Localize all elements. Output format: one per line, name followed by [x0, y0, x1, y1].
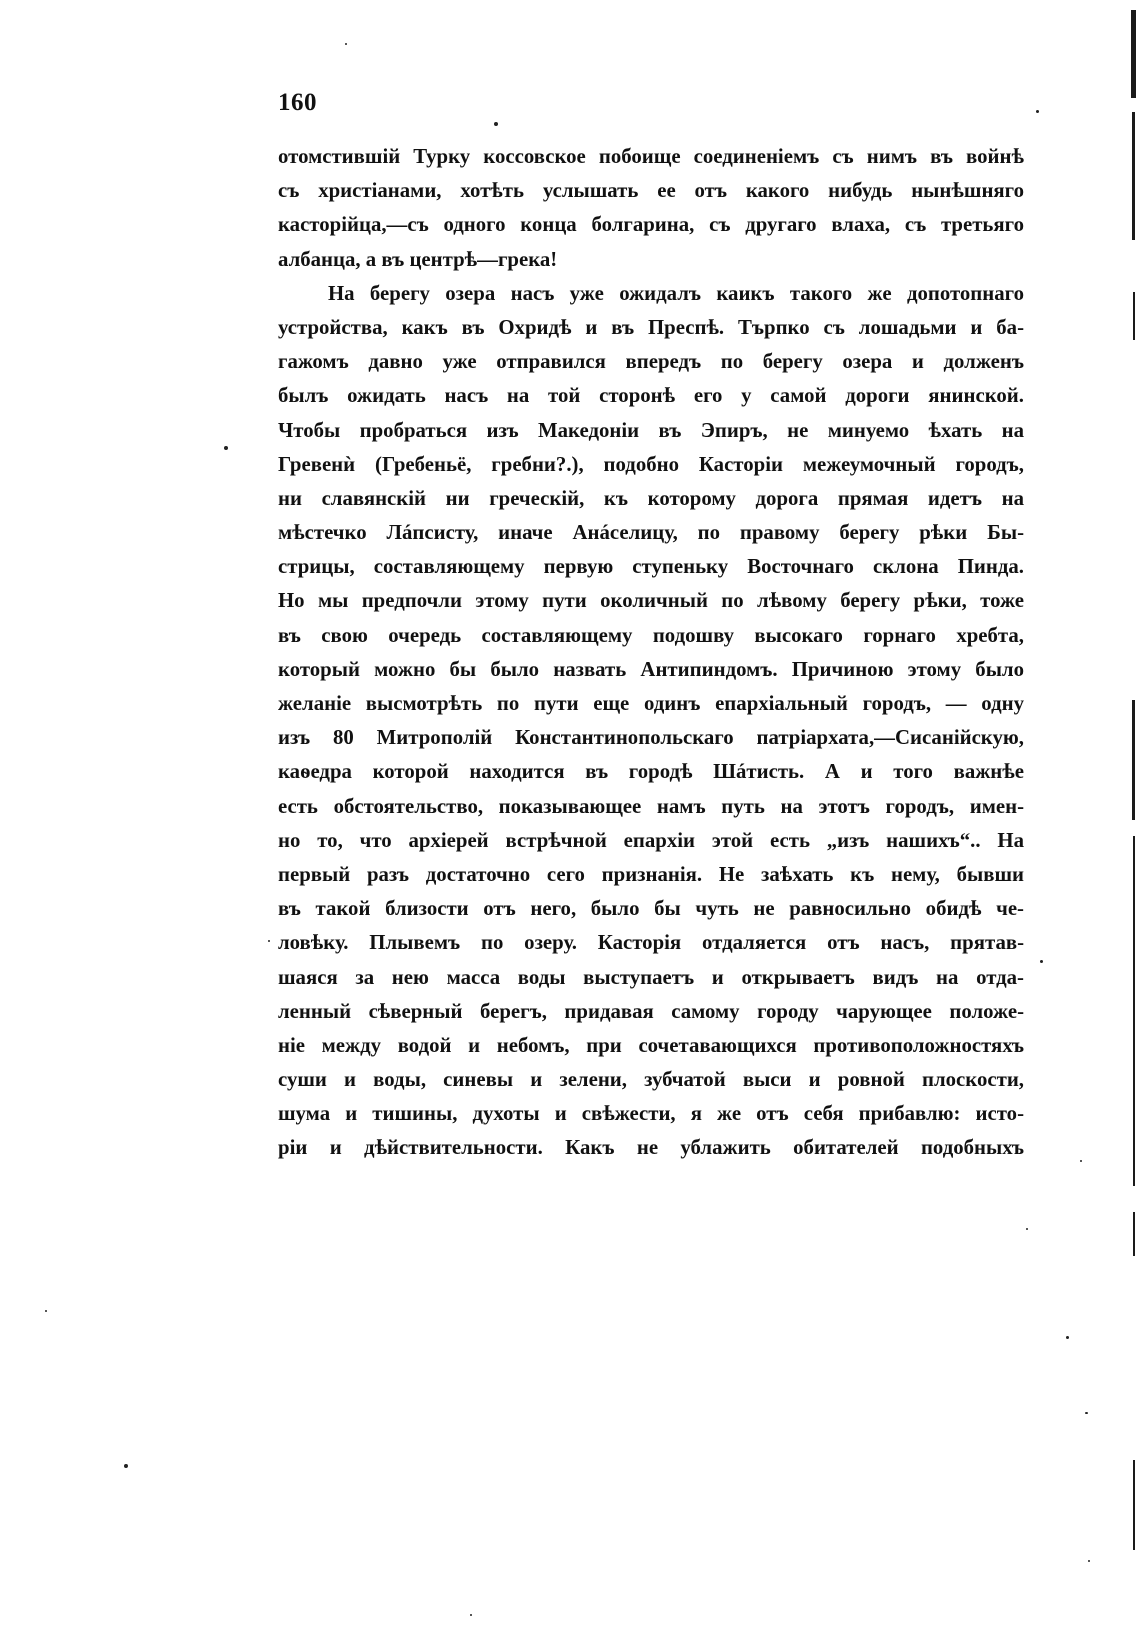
scan-speck — [1036, 110, 1039, 113]
text-line: Но мы предпочли этому пути околичный по лѣвому берегу рѣки, тоже — [278, 589, 1024, 613]
scan-speck — [1026, 1228, 1028, 1230]
text-line: касторійца,—съ одного конца болгарина, съ другаго влаха, съ третьяго — [278, 213, 1024, 237]
scan-edge-mark — [1132, 700, 1135, 820]
text-line: ріи и дѣйствительности. Какъ не ублажить обитателей подобныхъ — [278, 1136, 1024, 1160]
text-line: но то, что архіерей встрѣчной епархіи этой есть „изъ нашихъ“.. На — [278, 828, 1024, 852]
scan-speck — [494, 122, 498, 126]
text-line: есть обстоятельство, показывающее намъ путь на этотъ городъ, имен- — [278, 794, 1024, 818]
scan-edge-mark — [1131, 10, 1136, 98]
text-line: шума и тишины, духоты и свѣжести, я же отъ себя прибавлю: исто- — [278, 1102, 1024, 1126]
scan-speck — [124, 1464, 128, 1468]
text-line: изъ 80 Митрополій Константинопольскаго патріархата,—Сисанійскую, — [278, 726, 1024, 750]
scan-speck — [1088, 1560, 1090, 1562]
text-line: стрицы, составляющему первую ступеньку Восточнаго склона Пинда. — [278, 555, 1024, 579]
scan-speck — [1066, 1336, 1069, 1339]
scan-speck — [45, 1310, 47, 1312]
text-line: въ свою очередь составляющему подошву высокаго горнаго хребта, — [278, 623, 1024, 647]
scan-edge-mark — [1132, 112, 1135, 240]
body-text — [278, 140, 1024, 1166]
scan-edge-mark — [1133, 836, 1135, 1186]
text-line: ни славянскій ни греческій, къ которому дорога прямая идетъ на — [278, 486, 1024, 510]
text-line: шаяся за нею масса воды выступаетъ и открываетъ видъ на отда- — [278, 965, 1024, 989]
text-line: устройства, какъ въ Охридѣ и въ Преспѣ. Търпко съ лошадьми и ба- — [278, 315, 1024, 339]
scan-speck — [224, 446, 228, 450]
text-line: первый разъ достаточно сего признанія. Не заѣхать къ нему, бывши — [278, 862, 1024, 886]
text-line: гажомъ давно уже отправился впередъ по берегу озера и долженъ — [278, 350, 1024, 374]
text-line: каѳедра которой находится въ городѣ Шáтисть. А и того важнѣе — [278, 760, 1024, 784]
text-line: въ такой близости отъ него, было бы чуть не равносильно обидѣ че- — [278, 897, 1024, 921]
text-line: Чтобы пробраться изъ Македоніи въ Эпиръ, не минуемо ѣхать на — [278, 418, 1024, 442]
text-line: ніе между водой и небомъ, при сочетавающихся противоположностяхъ — [278, 1033, 1024, 1057]
text-line: ловѣку. Плывемъ по озеру. Касторія отдаляется отъ насъ, прятав- — [278, 931, 1024, 955]
text-line: съ христіанами, хотѣть услышать ее отъ какого нибудь нынѣшняго — [278, 179, 1024, 203]
text-line: мѣстечко Лáпсисту, иначе Анáселицу, по правому берегу рѣки Бы- — [278, 521, 1024, 545]
scan-speck — [470, 1614, 472, 1616]
text-line: былъ ожидать насъ на той сторонѣ его у самой дороги янинской. — [278, 384, 1024, 408]
text-line: суши и воды, синевы и зелени, зубчатой выси и ровной плоскости, — [278, 1068, 1024, 1092]
scan-speck — [345, 43, 347, 45]
text-line: албанца, а въ центрѣ—грека! — [278, 247, 558, 271]
scan-speck — [1040, 960, 1043, 963]
scan-edge-mark — [1133, 292, 1135, 340]
page-number: 160 — [278, 89, 317, 116]
scan-speck — [1080, 1160, 1082, 1162]
scan-edge-mark — [1133, 1460, 1135, 1550]
text-line: который можно бы было назвать Антипиндомъ. Причиною этому было — [278, 657, 1024, 681]
text-line: Гревенѝ (Гребеньё, гребни?.), подобно Касторіи межеумочный городъ, — [278, 452, 1024, 476]
text-line: отомстившій Турку коссовское побоище соединеніемъ съ нимъ въ войнѣ — [278, 145, 1024, 168]
scan-edge-mark — [1133, 1212, 1135, 1256]
scan-speck — [268, 940, 270, 942]
scan-speck — [1085, 1412, 1088, 1414]
text-line: ленный сѣверный берегъ, придавая самому городу чарующее положе- — [278, 999, 1024, 1023]
text-line: желаніе высмотрѣть по пути еще одинъ епархіальный городъ, — одну — [278, 692, 1024, 715]
text-line: На берегу озера насъ уже ожидалъ каикъ такого же допотопнаго — [328, 281, 1024, 305]
